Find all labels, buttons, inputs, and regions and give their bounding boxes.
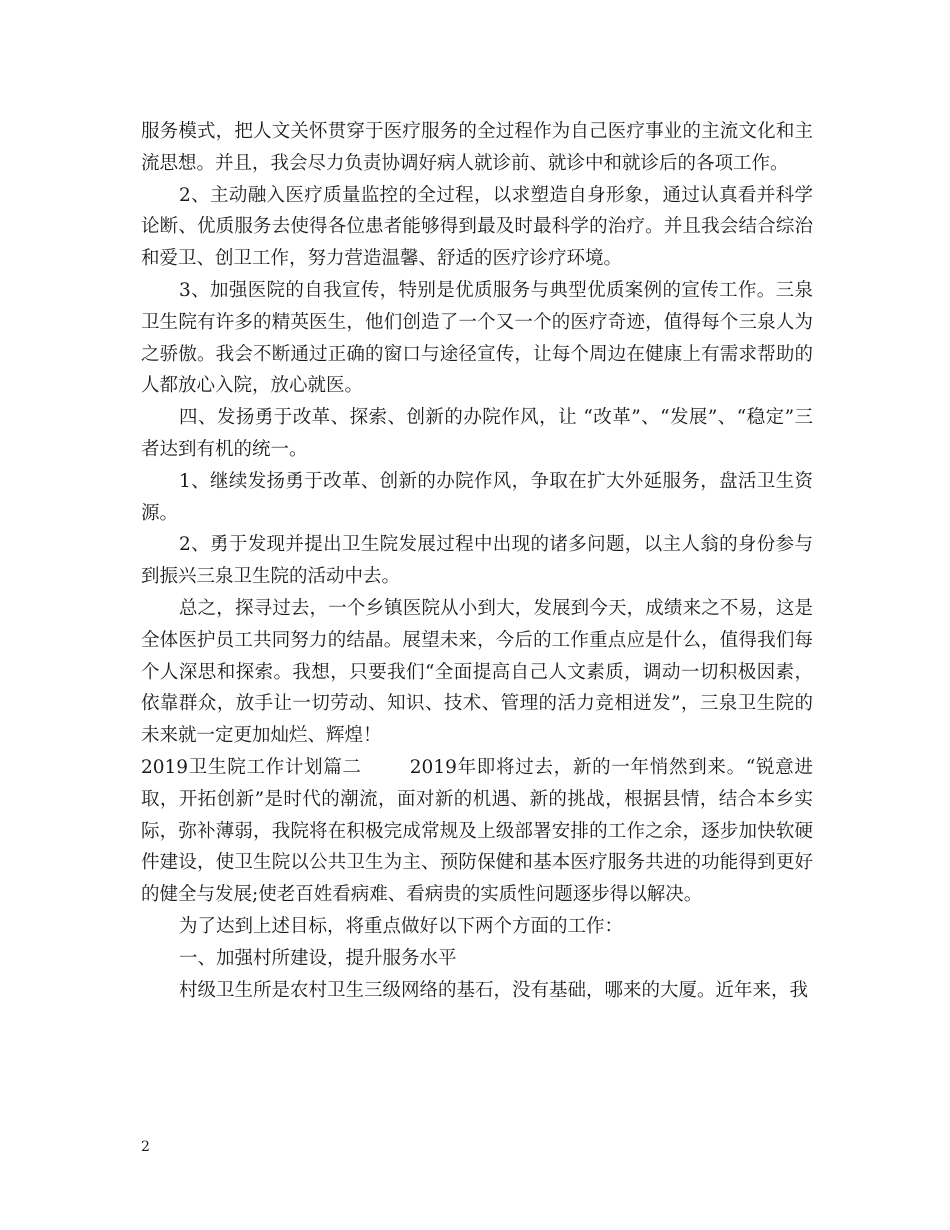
paragraph: 2、主动融入医疗质量监控的全过程，以求塑造自身形象，通过认真看并科学论断、优质服务去使得各位患者能够得到最及时最科学的治疗。并且我会结合综治和爱卫、创卫工作，努力营造温馨、舒适的医疗诊疗环境。 [141, 184, 813, 270]
section-intro: 2019年即将过去，新的一年悄然到来。“锐意进取，开拓创新”是时代的潮流，面对新的机遇、新的挑战，根据县情，结合本乡实际，弥补薄弱，我院将在积极完成常规及上级部署安排的工作之余，逐步加快软硬件建设，使卫生院以公共卫生为主、预防保健和基本医疗服务共进的功能得到更好的健全与发展;使老百姓看病难、看病贵的实质性问题逐步得以解决。 [141, 756, 813, 906]
section-heading: 2019卫生院工作计划篇二 [141, 756, 362, 778]
page-number: 2 [141, 1139, 150, 1155]
paragraph: 2、勇于发现并提出卫生院发展过程中出现的诸多问题，以主人翁的身份参与到振兴三泉卫生院的活动中去。 [141, 534, 813, 588]
document-body [141, 116, 813, 1006]
paragraph: 服务模式，把人文关怀贯穿于医疗服务的全过程作为自己医疗事业的主流文化和主流思想。并且，我会尽力负责协调好病人就诊前、就诊中和就诊后的各项工作。 [141, 121, 813, 174]
paragraph: 1、继续发扬勇于改革、创新的办院作风，争取在扩大外延服务，盘活卫生资源。 [141, 470, 813, 524]
paragraph: 村级卫生所是农村卫生三级网络的基石，没有基础，哪来的大厦。近年来，我 [179, 979, 809, 1001]
paragraph: 总之，探寻过去，一个乡镇医院从小到大，发展到今天，成绩来之不易，这是全体医护员工共同努力的结晶。展望未来，今后的工作重点应是什么，值得我们每个人深思和探索。我想，只要我们“全面提高自己人文素质，调动一切积极因素，依靠群众，放手让一切劳动、知识、技术、管理的活力竞相迸发”，三泉卫生院的未来就一定更加灿烂、辉煌！ [141, 597, 813, 747]
paragraph: 为了达到上述目标，将重点做好以下两个方面的工作： [179, 915, 624, 937]
paragraph: 3、加强医院的自我宣传，特别是优质服务与典型优质案例的宣传工作。三泉卫生院有许多的精英医生，他们创造了一个又一个的医疗奇迹，值得每个三泉人为之骄傲。我会不断通过正确的窗口与途径宣传，让每个周边在健康上有需求帮助的人都放心入院，放心就医。 [141, 279, 813, 397]
section-paragraph [141, 752, 813, 911]
paragraph: 四、发扬勇于改革、探索、创新的办院作风，让 “改革”、“发展”、“稳定”三者达到有机的统一。 [141, 407, 813, 460]
subheading: 一、加强村所建设，提升服务水平 [179, 947, 457, 969]
